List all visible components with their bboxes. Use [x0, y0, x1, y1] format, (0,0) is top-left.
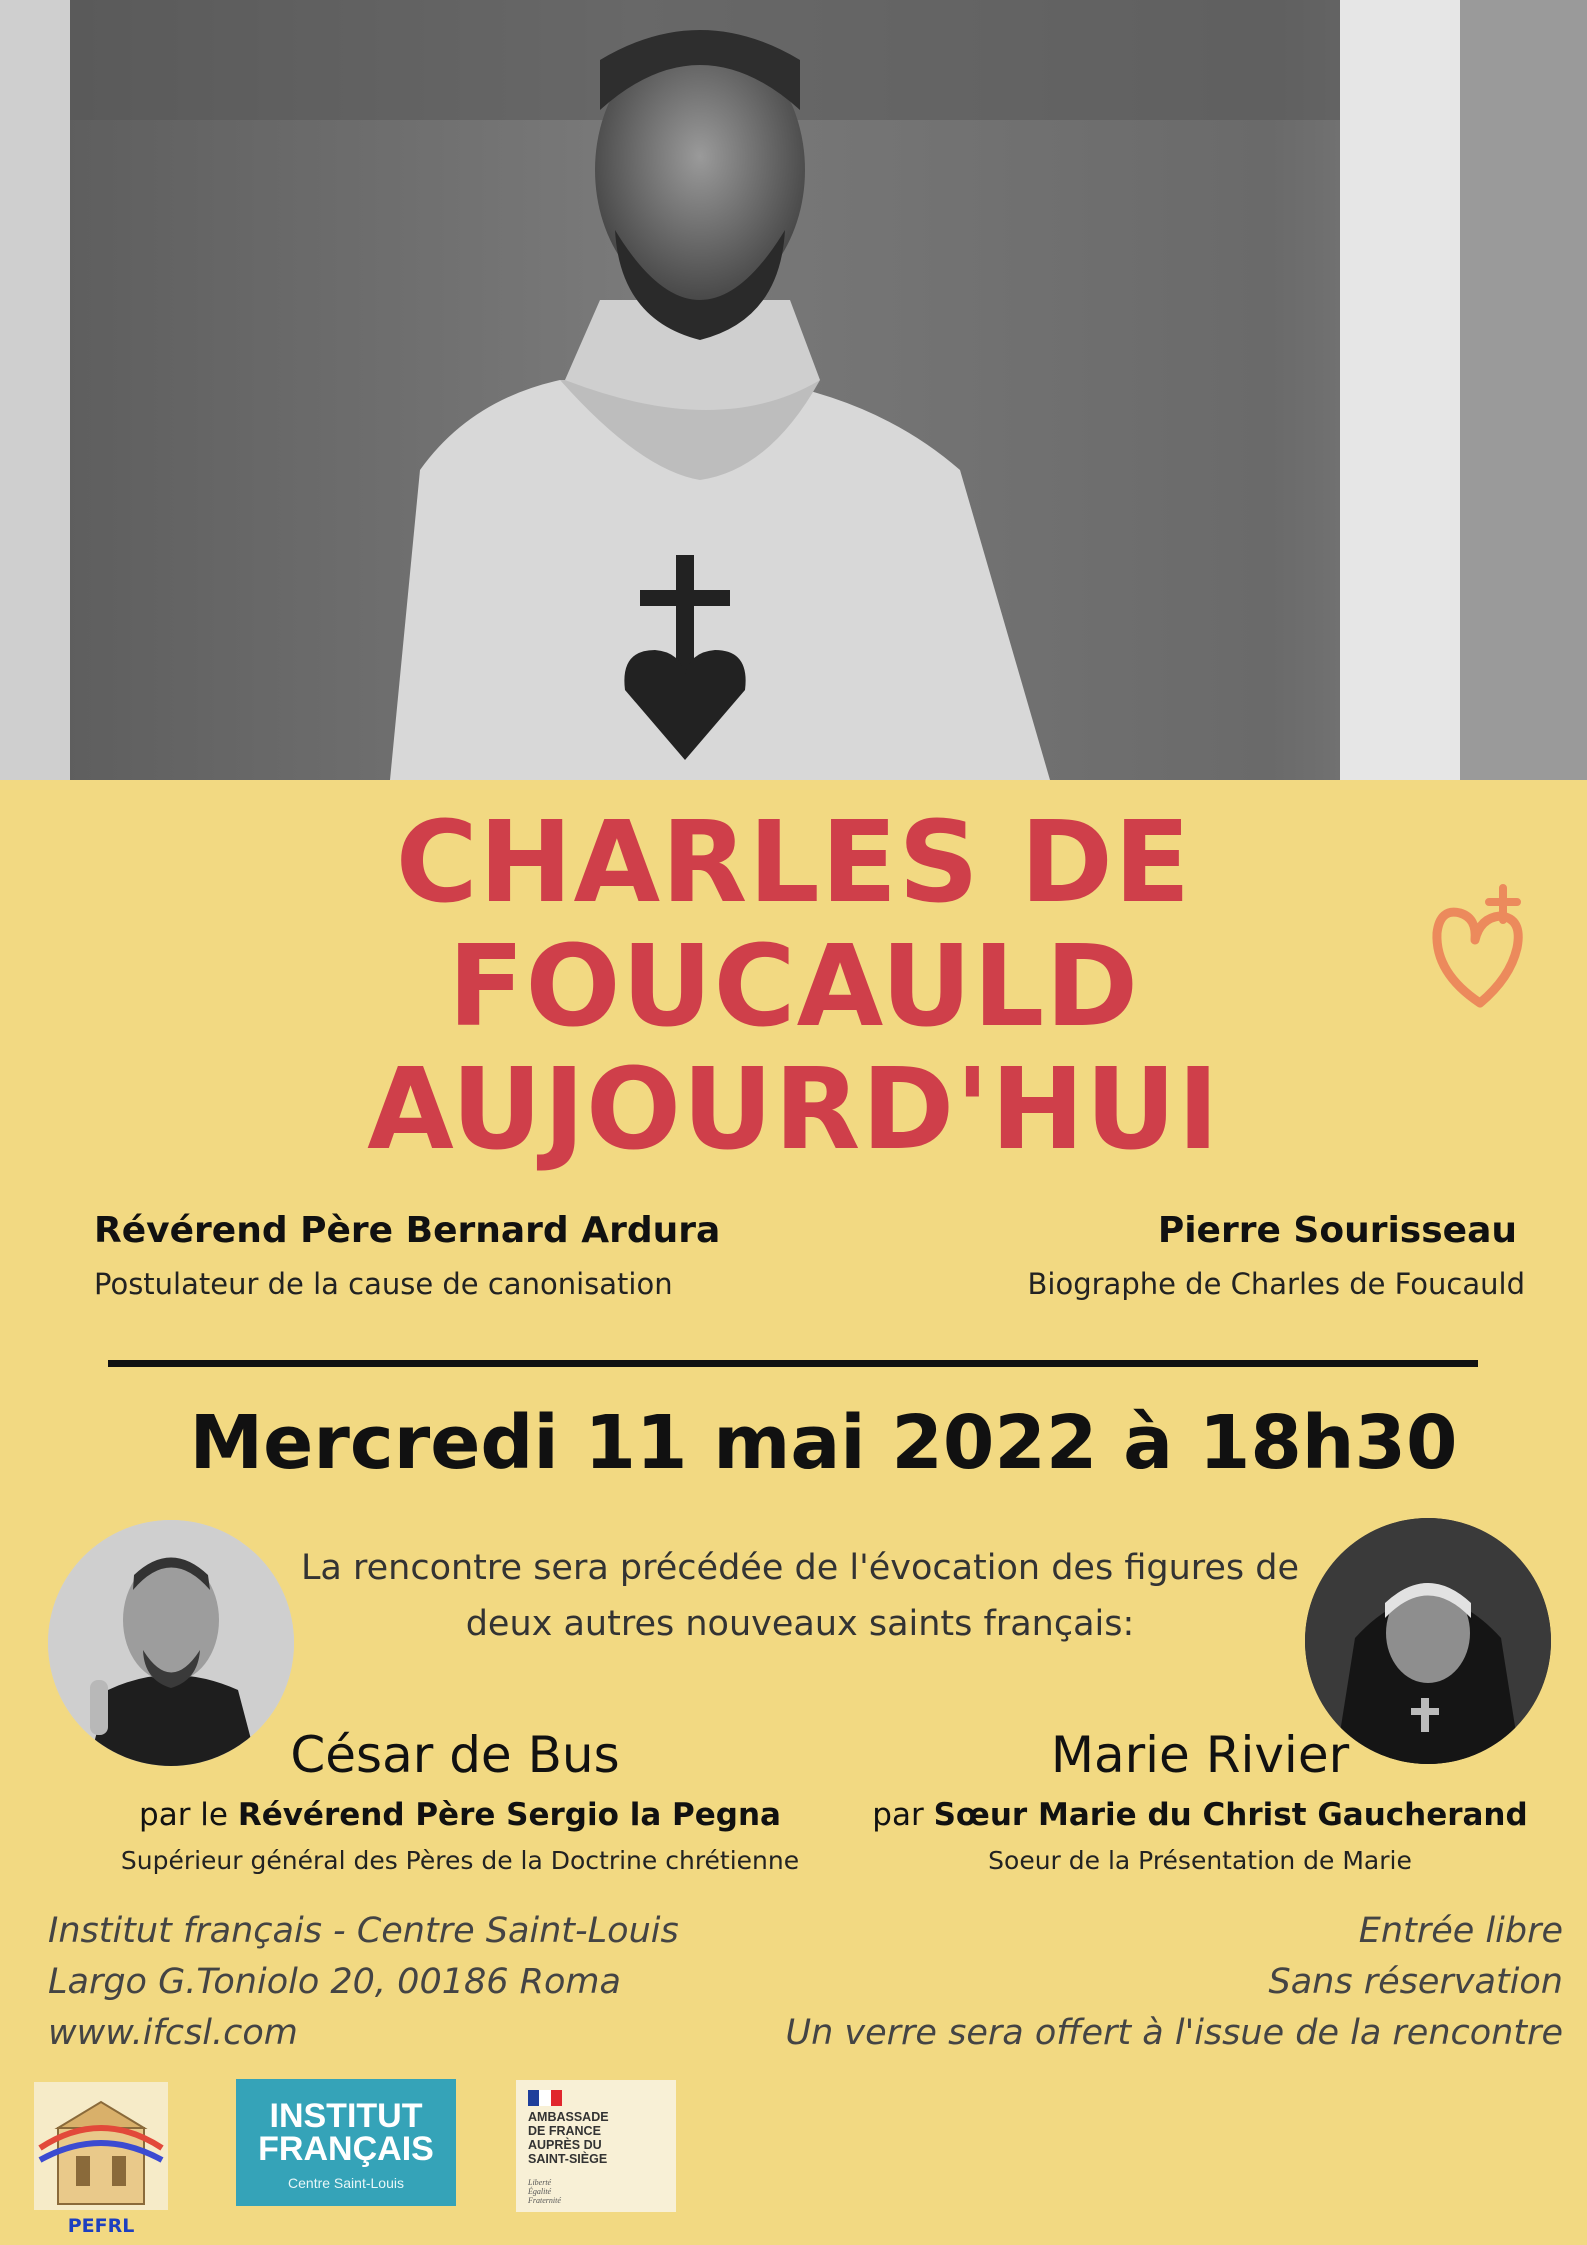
institut-francais-line-1: INSTITUT: [269, 2097, 423, 2135]
saint-2-presenter: [830, 1797, 1570, 1833]
speaker-1-name: Révérend Père Bernard Ardura: [94, 1210, 721, 1251]
ambassade-line-1: AMBASSADE: [528, 2110, 609, 2124]
event-title-line-2: FOUCAULD: [447, 922, 1140, 1052]
venue-name: Institut français - Centre Saint-Louis: [48, 1911, 679, 1951]
motto-liberte: Liberté: [528, 2178, 552, 2187]
pefrl-emblem: [30, 2078, 172, 2213]
institut-francais-logo: [236, 2079, 456, 2206]
saint-1-presenter: [40, 1797, 880, 1833]
ambassade-de-france-logo: [516, 2080, 676, 2212]
divider: [108, 1360, 1478, 1367]
saint-1-presenter-prefix: par le: [139, 1797, 238, 1833]
event-title-line-1: CHARLES DE: [395, 798, 1192, 928]
motto-egalite: Égalité: [528, 2187, 552, 2196]
entry-free: Entrée libre: [1358, 1911, 1563, 1951]
saint-1-presenter-role: Supérieur général des Pères de la Doctrine chrétienne: [120, 1846, 800, 1875]
entry-drink-offered: Un verre sera offert à l'issue de la rencontre: [785, 2013, 1563, 2053]
saint-1-name: César de Bus: [290, 1726, 620, 1784]
speaker-2-role: Biographe de Charles de Foucauld: [1027, 1267, 1525, 1301]
venue-info: [48, 1906, 679, 2059]
pefrl-logo: [30, 2078, 172, 2238]
saint-1-presenter-name: Révérend Père Sergio la Pegna: [237, 1797, 781, 1833]
ambassade-text: [528, 2110, 668, 2166]
institut-francais-line-2: FRANÇAIS: [258, 2130, 434, 2168]
motto-fraternite: Fraternité: [528, 2196, 561, 2205]
pefrl-label: PEFRL: [67, 2215, 135, 2237]
event-date: Mercredi 11 mai 2022 à 18h30: [189, 1400, 1458, 1486]
ambassade-line-3: AUPRÈS DU: [528, 2138, 602, 2152]
ambassade-line-2: DE FRANCE: [528, 2124, 601, 2138]
intro-text: La rencontre sera précédée de l'évocation des figures de deux autres nouveaux saints français:: [300, 1548, 1300, 1644]
entry-no-reservation: Sans réservation: [1268, 1962, 1563, 2002]
venue-address: Largo G.Toniolo 20, 00186 Roma: [48, 1962, 621, 2002]
venue-website-link[interactable]: www.ifcsl.com: [48, 2013, 298, 2053]
institut-francais-subtitle: Centre Saint-Louis: [288, 2175, 404, 2191]
saint-2-presenter-prefix: par: [872, 1797, 934, 1833]
saint-2-presenter-role: Soeur de la Présentation de Marie: [988, 1846, 1412, 1875]
speaker-2-name: Pierre Sourisseau: [1157, 1210, 1517, 1251]
ambassade-line-4: SAINT-SIÈGE: [528, 2152, 608, 2166]
hero-photo: [0, 0, 1587, 780]
saint-2-presenter-name: Sœur Marie du Christ Gaucherand: [933, 1797, 1528, 1833]
event-title-line-3: AUJOURD'HUI: [367, 1045, 1220, 1175]
speaker-1-role: Postulateur de la cause de canonisation: [94, 1267, 673, 1301]
republic-motto: [528, 2178, 561, 2205]
saint-2-name: Marie Rivier: [1050, 1726, 1350, 1784]
french-republic-flag-icon: [528, 2090, 562, 2106]
sacred-heart-icon: [1425, 878, 1535, 1018]
entry-info: [785, 1906, 1563, 2059]
